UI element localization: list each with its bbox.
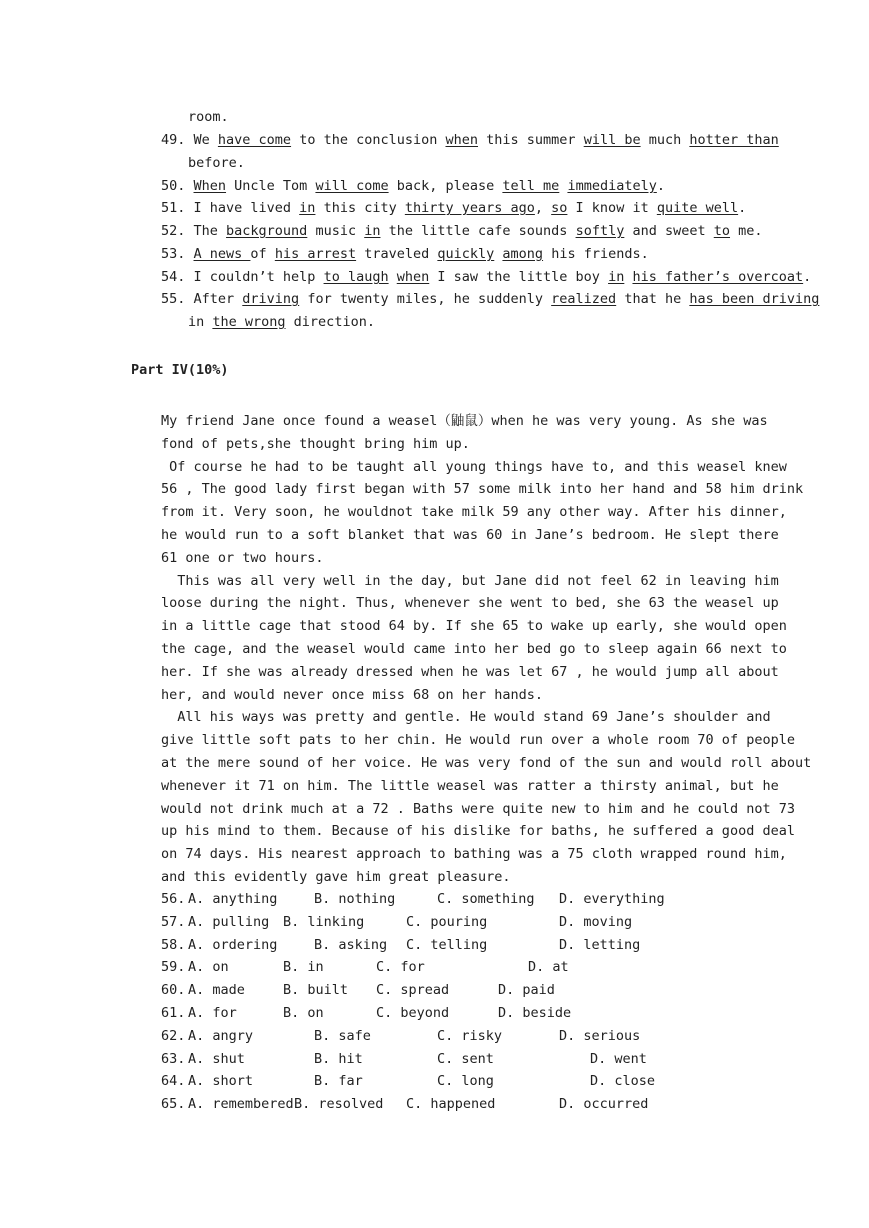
text-segment: of — [250, 246, 275, 262]
text-segment: for twenty miles, he suddenly — [299, 291, 552, 307]
error-item-48-tail — [188, 108, 229, 126]
text-segment: to the conclusion — [291, 132, 446, 148]
passage-line: on 74 days. His nearest approach to bathing was a 75 cloth wrapped round him, — [161, 846, 787, 863]
option-d: D. everything — [559, 891, 665, 907]
passage-line: her. If she was already dressed when he was let 67 , he would jump all about — [161, 663, 779, 680]
option-b: B. linking — [283, 913, 365, 930]
passage-line: and this evidently gave him great pleasure. — [161, 869, 511, 885]
option-a: A. shut — [188, 1050, 245, 1067]
option-c: C. spread — [376, 982, 450, 999]
error-item-52 — [161, 222, 763, 240]
error-item-50 — [161, 177, 665, 195]
text-segment: . — [803, 269, 812, 285]
text-segment: . — [656, 178, 665, 194]
text-segment: 52. The — [161, 223, 227, 239]
text-segment — [389, 269, 397, 285]
text-segment: 55. After — [161, 291, 243, 307]
underlined-segment: hotter than — [689, 132, 779, 148]
underlined-segment: in — [299, 200, 316, 216]
underlined-segment: when — [445, 132, 479, 148]
text-segment: his friends. — [543, 246, 649, 262]
underlined-segment: thirty years ago — [404, 200, 535, 216]
text-segment: direction. — [285, 314, 375, 330]
text-segment: much — [640, 132, 690, 148]
option-d: D. letting — [559, 936, 641, 953]
underlined-segment: When — [193, 178, 227, 194]
underlined-segment: in — [608, 269, 625, 285]
underlined-segment: quite well — [656, 200, 739, 216]
part-heading: Part IV(10%) — [131, 362, 229, 378]
error-item-51 — [161, 199, 746, 217]
option-a: A. angry — [188, 1027, 254, 1044]
option-c: C. happened — [406, 1096, 496, 1113]
underlined-segment: when — [396, 269, 430, 285]
passage-line: This was all very well in the day, but Jane did not feel 62 in leaving him — [161, 572, 779, 589]
passage-line: in a little cage that stood 64 by. If she 65 to wake up early, she would open — [161, 618, 787, 635]
text-segment: before. — [188, 155, 245, 171]
error-item-49 — [161, 131, 779, 149]
passage-line: up his mind to them. Because of his dislike for baths, he suffered a good deal — [161, 823, 795, 840]
passage-line: Of course he had to be taught all young things have to, and this weasel knew — [161, 458, 787, 475]
underlined-segment: to laugh — [323, 269, 389, 285]
text-segment: 53. — [161, 246, 194, 262]
underlined-segment: realized — [551, 291, 617, 307]
option-a: A. made — [188, 982, 245, 999]
option-a: A. remembered — [188, 1096, 294, 1113]
underlined-segment: A news — [193, 246, 251, 262]
underlined-segment: immediately — [567, 178, 657, 194]
passage-line: from it. Very soon, he wouldnot take milk 59 any other way. After his dinner, — [161, 504, 787, 521]
option-a: A. for — [188, 1005, 237, 1021]
option-b: B. nothing — [314, 891, 396, 907]
option-a: A. anything — [188, 891, 278, 907]
text-segment: . — [738, 200, 747, 216]
option-number: 61. — [161, 1005, 186, 1021]
text-segment: in — [188, 314, 213, 330]
option-c: C. telling — [406, 936, 488, 953]
passage-line: loose during the night. Thus, whenever she went to bed, she 63 the weasel up — [161, 595, 779, 612]
text-segment: that he — [616, 291, 690, 307]
option-b: B. far — [314, 1073, 363, 1090]
underlined-segment: tell me — [502, 178, 560, 194]
underlined-segment: will come — [315, 178, 389, 194]
underlined-segment: so — [551, 200, 568, 216]
passage-line: he would run to a soft blanket that was 60 in Jane’s bedroom. He slept there — [161, 527, 779, 543]
option-d: D. at — [528, 959, 569, 976]
passage-line: fond of pets,she thought bring him up. — [161, 435, 470, 452]
option-number: 56. — [161, 891, 186, 907]
underlined-segment: quickly — [437, 246, 495, 262]
passage-line: her, and would never once miss 68 on her hands. — [161, 686, 544, 703]
underlined-segment: driving — [242, 291, 300, 307]
option-b: B. hit — [314, 1050, 363, 1067]
underlined-segment: in — [364, 223, 381, 239]
option-d: D. moving — [559, 913, 633, 930]
error-item-53 — [161, 245, 649, 263]
underlined-segment: the wrong — [212, 314, 286, 330]
passage-line: 61 one or two hours. — [161, 549, 324, 566]
option-d: D. paid — [498, 982, 555, 999]
text-segment: Uncle Tom — [226, 178, 316, 194]
text-segment: 49. We — [161, 132, 218, 148]
option-a: A. ordering — [188, 936, 278, 953]
error-item-49b — [188, 154, 245, 172]
passage-line: whenever it 71 on him. The little weasel was ratter a thirsty animal, but he — [161, 777, 779, 794]
option-number: 59. — [161, 959, 186, 976]
text-segment: I know it — [567, 200, 657, 216]
option-c: C. long — [437, 1073, 494, 1090]
underlined-segment: his father’s overcoat — [632, 269, 804, 285]
passage-line: 56 , The good lady first began with 57 some milk into her hand and 58 him drink — [161, 481, 804, 498]
option-c: C. sent — [437, 1050, 494, 1067]
option-b: B. asking — [314, 936, 388, 953]
text-segment: music — [307, 223, 365, 239]
option-number: 60. — [161, 982, 186, 999]
passage-line: give little soft pats to her chin. He would run over a whole room 70 of people — [161, 732, 795, 749]
option-b: B. safe — [314, 1027, 371, 1044]
option-a: A. pulling — [188, 913, 270, 930]
option-c: C. risky — [437, 1027, 503, 1044]
underlined-segment: has been driving — [689, 291, 820, 307]
option-b: B. on — [283, 1005, 324, 1021]
option-a: A. short — [188, 1073, 254, 1090]
text-segment: this summer — [478, 132, 584, 148]
underlined-segment: his arrest — [274, 246, 357, 262]
passage-line: at the mere sound of her voice. He was very fond of the sun and would roll about — [161, 755, 812, 771]
option-c: C. for — [376, 959, 425, 976]
text-segment: me. — [730, 223, 763, 239]
option-number: 57. — [161, 913, 186, 930]
option-number: 64. — [161, 1073, 186, 1090]
option-d: D. occurred — [559, 1096, 649, 1113]
passage-line: the cage, and the weasel would came into her bed go to sleep again 66 next to — [161, 641, 787, 657]
text-segment: , — [534, 200, 552, 216]
text-segment: I saw the little boy — [429, 269, 609, 285]
option-number: 58. — [161, 936, 186, 953]
error-item-55b — [188, 313, 375, 331]
error-item-55 — [161, 290, 819, 308]
option-number: 65. — [161, 1096, 186, 1113]
passage-line: My friend Jane once found a weasel（鼬鼠）when he was very young. As she was — [161, 413, 768, 429]
underlined-segment: have come — [217, 132, 292, 148]
text-segment: back, please — [388, 178, 503, 194]
text-segment: 51. I have lived — [161, 200, 300, 216]
option-number: 63. — [161, 1050, 186, 1067]
passage-line: would not drink much at a 72 . Baths were quite new to him and he could not 73 — [161, 800, 795, 817]
option-d: D. beside — [498, 1005, 572, 1021]
option-c: C. beyond — [376, 1005, 450, 1021]
option-b: B. resolved — [294, 1096, 384, 1113]
text-segment: room. — [188, 109, 229, 125]
option-d: D. serious — [559, 1027, 641, 1044]
error-item-54 — [161, 268, 811, 286]
underlined-segment: softly — [575, 223, 625, 239]
underlined-segment: background — [226, 223, 308, 239]
option-c: C. pouring — [406, 913, 488, 930]
option-a: A. on — [188, 959, 229, 976]
underlined-segment: to — [713, 223, 731, 239]
option-d: D. went — [590, 1050, 647, 1067]
underlined-segment: will be — [583, 132, 641, 148]
text-segment: the little cafe sounds — [380, 223, 576, 239]
option-number: 62. — [161, 1027, 186, 1044]
text-segment: this city — [315, 200, 405, 216]
text-segment: and sweet — [624, 223, 714, 239]
option-c: C. something — [437, 891, 535, 907]
text-segment: traveled — [356, 246, 438, 262]
passage-line: All his ways was pretty and gentle. He would stand 69 Jane’s shoulder and — [161, 709, 771, 726]
option-b: B. in — [283, 959, 324, 976]
text-segment: 54. I couldn’t help — [161, 269, 324, 285]
option-b: B. built — [283, 982, 349, 999]
underlined-segment: among — [502, 246, 544, 262]
text-segment: 50. — [161, 178, 194, 194]
option-d: D. close — [590, 1073, 656, 1090]
